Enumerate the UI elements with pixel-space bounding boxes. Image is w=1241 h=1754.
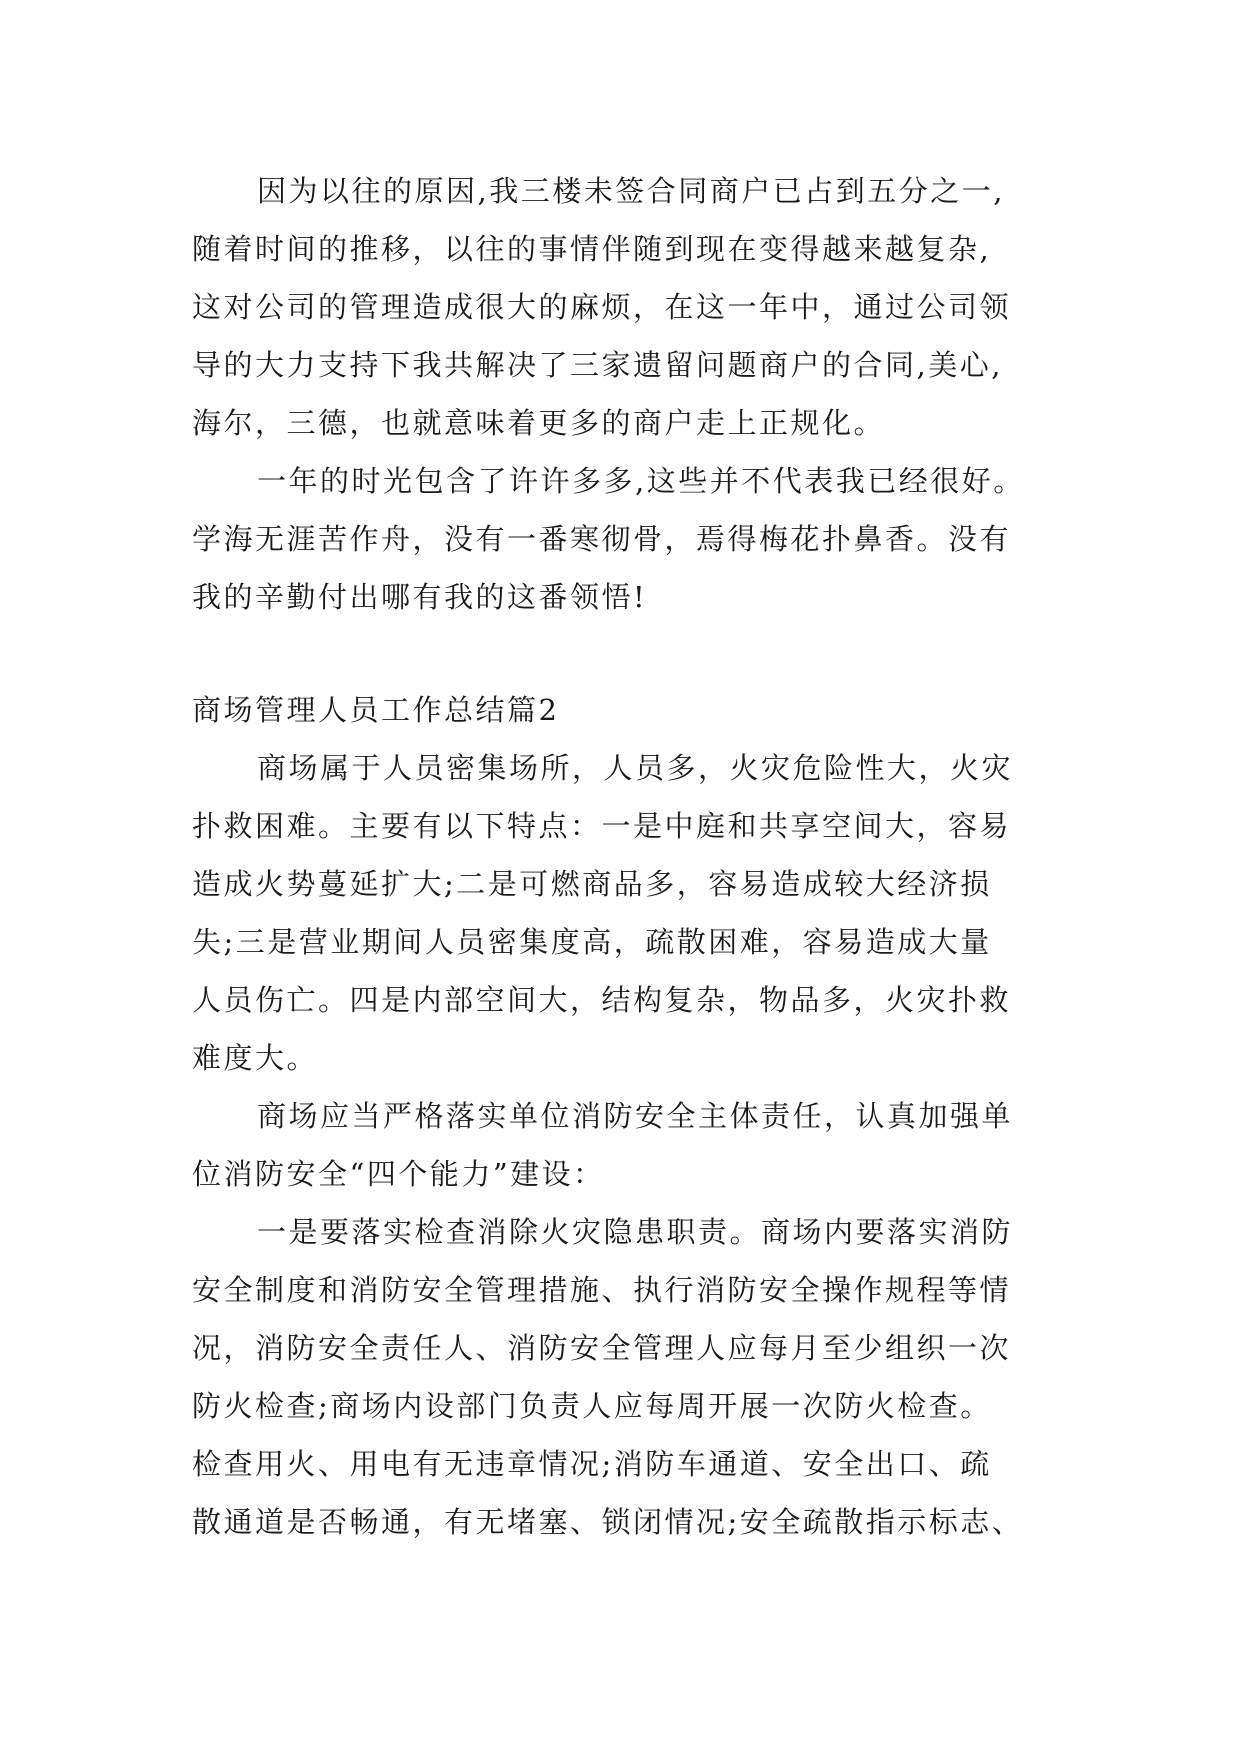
section-heading: 商场管理人员工作总结篇2 <box>192 693 560 727</box>
text-line: 防火检查;商场内设部门负责人应每周开展一次防火检查。 <box>192 1389 992 1423</box>
text-line: 失;三是营业期间人员密集度高，疏散困难，容易造成大量 <box>192 925 992 959</box>
text-line: 商场属于人员密集场所，人员多，火灾危险性大，火灾 <box>257 751 1014 785</box>
document-page <box>192 162 1092 1551</box>
text-line: 随着时间的推移，以往的事情伴随到现在变得越来越复杂, <box>192 232 992 266</box>
text-line: 学海无涯苦作舟，没有一番寒彻骨，焉得梅花扑鼻香。没有 <box>192 522 1012 556</box>
text-line: 因为以往的原因,我三楼未签合同商户已占到五分之一, <box>257 174 1005 208</box>
text-line: 况，消防安全责任人、消防安全管理人应每月至少组织一次 <box>192 1331 1012 1365</box>
text-line: 扑救困难。主要有以下特点：一是中庭和共享空间大，容易 <box>192 809 1012 843</box>
text-line: 位消防安全“四个能力”建设： <box>192 1157 605 1191</box>
paragraph <box>192 1087 1092 1203</box>
text-line: 一是要落实检查消除火灾隐患职责。商场内要落实消防 <box>257 1215 1014 1249</box>
text-line: 商场应当严格落实单位消防安全主体责任，认真加强单 <box>257 1099 1014 1133</box>
paragraph <box>192 452 1092 626</box>
text-line: 这对公司的管理造成很大的麻烦，在这一年中，通过公司领 <box>192 290 1012 324</box>
text-line: 造成火势蔓延扩大;二是可燃商品多，容易造成较大经济损 <box>192 867 992 901</box>
paragraph <box>192 739 1092 1087</box>
text-line: 安全制度和消防安全管理措施、执行消防安全操作规程等情 <box>192 1273 1012 1307</box>
text-line: 散通道是否畅通，有无堵塞、锁闭情况;安全疏散指示标志、 <box>192 1505 1024 1539</box>
paragraph <box>192 1203 1092 1551</box>
text-line: 一年的时光包含了许许多多,这些并不代表我已经很好。 <box>257 464 1025 498</box>
text-line: 人员伤亡。四是内部空间大，结构复杂，物品多，火灾扑救 <box>192 983 1012 1017</box>
text-line: 海尔，三德，也就意味着更多的商户走上正规化。 <box>192 406 886 440</box>
text-line: 检查用火、用电有无违章情况;消防车通道、安全出口、疏 <box>192 1447 992 1481</box>
section-spacer <box>192 626 1092 681</box>
text-line: 难度大。 <box>192 1041 319 1075</box>
paragraph <box>192 162 1092 452</box>
text-line: 导的大力支持下我共解决了三家遗留问题商户的合同,美心, <box>192 348 1003 382</box>
text-line: 我的辛勤付出哪有我的这番领悟! <box>192 580 648 614</box>
